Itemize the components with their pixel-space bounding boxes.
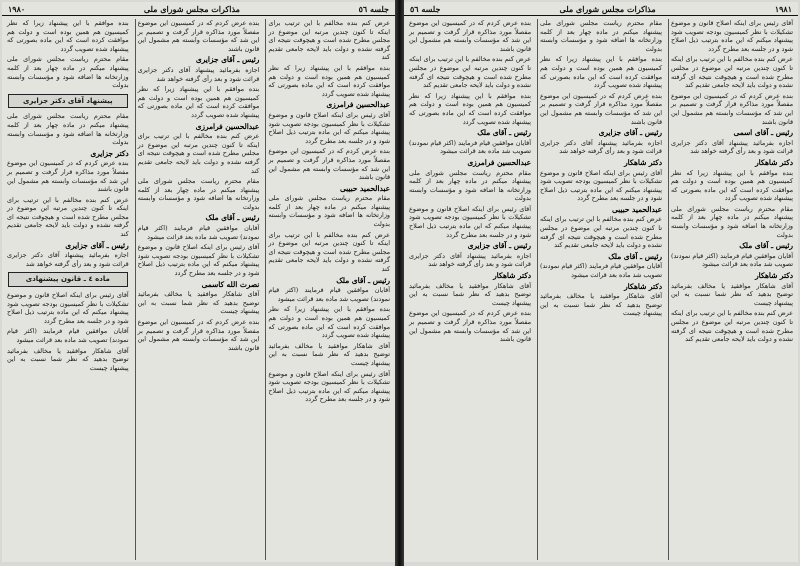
paragraph: اجازه بفرمائید پیشنهاد آقای دکتر جزایری قرائت شود و بعد رأی گرفته خواهد شد [671,138,793,156]
paragraph: مقام محترم ریاست مجلس شورای ملی پیشنهاد میکنم در ماده چهار بعد از کلمه وزارتخانه ها اضافه شود و مؤسسات وابسته بدولت [409,168,531,203]
speaker-name: رئیس ـ آقای ملک [608,251,662,261]
right-column-3 [407,19,533,560]
speaker-name: رئیس ـ آقای جزایری [598,128,662,138]
paragraph: آقای رئیس برای اینکه اصلاح قانون و موضوع تشکیلات با نظر کمیسیون بودجه تصویب شود پیشنهاد میکنم که این ماده بترتیب ذیل اصلاح شود و در جلسه بعد مطرح گردد [268,110,390,145]
paragraph: اجازه بفرمائید پیشنهاد آقای دکتر جزایری قرائت شود و بعد رأی گرفته خواهد شد [137,65,260,83]
speaker-name: عبدالحسین فرامرزی [195,121,260,131]
paragraph: بنده عرض کردم که در کمیسیون این موضوع مفصلاً مورد مذاکره قرار گرفت و تصمیم بر این شد که مؤسسات وابسته هم مشمول این قانون باشند [137,19,260,53]
section-title: ماده ٤ ـ قانون پیشنهادی [8,272,128,287]
left-header-title: مذاکرات مجلس شورای ملی [143,3,240,14]
paragraph: آقای شاهکار موافقید یا مخالف بفرمائید توضیح بدهید که نظر شما نسبت به این پیشنهاد چیست [540,292,662,318]
speaker-name: دکتر جزایری [90,148,129,158]
left-page [2,2,395,562]
left-page-columns [5,19,392,560]
paragraph: آقایان موافقین قیام فرمایند (اکثر قیام نمودند) تصویب شد ماده بعد قرائت میشود [137,224,260,241]
right-page [404,2,798,562]
paragraph: بنده موافقم با این پیشنهاد زیرا که نظر کمیسیون هم همین بوده است و دولت هم موافقت کرده است که این ماده بصورتی که پیشنهاد شده تصویب گردد [409,91,531,126]
left-header-session: جلسه ٥٦ [358,3,389,14]
right-page-header [404,2,798,16]
paragraph: بنده موافقم با این پیشنهاد زیرا که نظر کمیسیون هم همین بوده است و دولت هم موافقت کرده است که این ماده بصورتی که پیشنهاد شده تصویب گردد [268,63,390,98]
paragraph: آقای رئیس برای اینکه اصلاح قانون و موضوع تشکیلات با نظر کمیسیون بودجه تصویب شود پیشنهاد میکنم که این ماده بترتیب ذیل اصلاح شود و در جلسه بعد مطرح گردد [137,243,260,278]
speaker-name: عبدالحسین فرامرزی [467,157,531,167]
left-column-1 [265,19,392,560]
paragraph: بنده موافقم با این پیشنهاد زیرا که نظر کمیسیون هم همین بوده است و دولت هم موافقت کرده است که این ماده بصورتی که پیشنهاد شده تصویب گردد [137,85,260,119]
paragraph: مقام محترم ریاست مجلس شورای ملی پیشنهاد میکنم در ماده چهار بعد از کلمه وزارتخانه ها اضافه شود و مؤسسات وابسته بدولت [540,19,662,53]
speaker-name: رئیس ـ آقای ملک [477,128,531,138]
paragraph: بنده موافقم با این پیشنهاد زیرا که نظر کمیسیون هم همین بوده است و دولت هم موافقت کرده است که این ماده بصورتی که پیشنهاد شده تصویب گردد [540,55,662,90]
paragraph: آقای رئیس برای اینکه اصلاح قانون و موضوع تشکیلات با نظر کمیسیون بودجه تصویب شود پیشنهاد میکنم که این ماده بترتیب ذیل اصلاح شود و در جلسه بعد مطرح گردد [671,19,793,53]
right-header-page-number: ١٩٨١ [774,3,792,14]
speaker-name: عبدالحسین فرامرزی [326,100,390,110]
left-header-page-number: ١٩٨٠ [8,3,26,14]
speaker-name: دکتر شاهکار [755,157,793,167]
paragraph: آقایان موافقین قیام فرمایند (اکثر قیام نمودند) تصویب شد ماده بعد قرائت میشود [409,138,531,156]
paragraph: آقای رئیس برای اینکه اصلاح قانون و موضوع تشکیلات با نظر کمیسیون بودجه تصویب شود پیشنهاد میکنم که این ماده بترتیب ذیل اصلاح شود و در جلسه بعد مطرح گردد [409,204,531,239]
paragraph: آقای رئیس برای اینکه اصلاح قانون و موضوع تشکیلات با نظر کمیسیون بودجه تصویب شود پیشنهاد میکنم که این ماده بترتیب ذیل اصلاح شود و در جلسه بعد مطرح گردد [268,369,390,404]
paragraph: عرض کنم بنده مخالفم با این ترتیب برای اینکه تا کنون چندین مرتبه این موضوع در مجلس مطرح شده است و هیچوقت نتیجه ای گرفته نشده و دولت باید لایحه جامعی تقدیم کند [137,132,260,175]
speaker-name: رئیس ـ آقای اسمی [733,128,793,138]
paragraph: آقای شاهکار موافقید یا مخالف بفرمائید توضیح بدهید که نظر شما نسبت به این پیشنهاد چیست [6,346,129,372]
speaker-name: دکتر شاهکار [624,281,662,291]
right-header-session: جلسه ٥٦ [410,3,441,14]
paragraph: بنده عرض کردم که در کمیسیون این موضوع مفصلاً مورد مذاکره قرار گرفت و تصمیم بر این شد که مؤسسات وابسته هم مشمول این قانون باشند [540,91,662,126]
paragraph: اجازه بفرمائید پیشنهاد آقای دکتر جزایری قرائت شود و بعد رأی گرفته خواهد شد [540,138,662,156]
paragraph: بنده موافقم با این پیشنهاد زیرا که نظر کمیسیون هم همین بوده است و دولت هم موافقت کرده است که این ماده بصورتی که پیشنهاد شده تصویب گردد [671,168,793,203]
paragraph: آقای رئیس برای اینکه اصلاح قانون و موضوع تشکیلات با نظر کمیسیون بودجه تصویب شود پیشنهاد میکنم که این ماده بترتیب ذیل اصلاح شود و در جلسه بعد مطرح گردد [540,168,662,203]
paragraph: عرض کنم بنده مخالفم با این ترتیب برای اینکه تا کنون چندین مرتبه این موضوع در مجلس مطرح شده است و هیچوقت نتیجه ای گرفته نشده و دولت باید لایحه جامعی تقدیم کند [671,55,793,90]
paragraph: مقام محترم ریاست مجلس شورای ملی پیشنهاد میکنم در ماده چهار بعد از کلمه وزارتخانه ها اضافه شود و مؤسسات وابسته بدولت [6,55,129,90]
paragraph: عرض کنم بنده مخالفم با این ترتیب برای اینکه تا کنون چندین مرتبه این موضوع در مجلس مطرح شده است و هیچوقت نتیجه ای گرفته نشده و دولت باید لایحه جامعی تقدیم کند [540,215,662,250]
paragraph: آقای شاهکار موافقید یا مخالف بفرمائید توضیح بدهید که نظر شما نسبت به این پیشنهاد چیست [409,281,531,307]
speaker-name: رئیس ـ آقای ملک [336,275,390,285]
right-header-title: مذاکرات مجلس شورای ملی [559,3,656,14]
paragraph: عرض کنم بنده مخالفم با این ترتیب برای اینکه تا کنون چندین مرتبه این موضوع در مجلس مطرح شده است و هیچوقت نتیجه ای گرفته نشده و دولت باید لایحه جامعی تقدیم کند [268,19,390,62]
speaker-name: رئیس ـ آقای ملک [205,213,260,223]
speaker-name: دکتر شاهکار [493,271,531,281]
right-column-2 [537,19,664,560]
paragraph: مقام محترم ریاست مجلس شورای ملی پیشنهاد میکنم در ماده چهار بعد از کلمه وزارتخانه ها اضافه شود و مؤسسات وابسته بدولت [268,194,390,229]
paragraph: بنده موافقم با این پیشنهاد زیرا که نظر کمیسیون هم همین بوده است و دولت هم موافقت کرده است که این ماده بصورتی که پیشنهاد شده تصویب گردد [268,305,390,340]
left-column-2 [135,19,262,560]
paragraph: آقای شاهکار موافقید یا مخالف بفرمائید توضیح بدهید که نظر شما نسبت به این پیشنهاد چیست [137,290,260,316]
paragraph: مقام محترم ریاست مجلس شورای ملی پیشنهاد میکنم در ماده چهار بعد از کلمه وزارتخانه ها اضافه شود و مؤسسات وابسته بدولت [6,112,129,147]
paragraph: اجازه بفرمائید پیشنهاد آقای دکتر جزایری قرائت شود و بعد رأی گرفته خواهد شد [409,251,531,269]
paragraph: عرض کنم بنده مخالفم با این ترتیب برای اینکه تا کنون چندین مرتبه این موضوع در مجلس مطرح شده است و هیچوقت نتیجه ای گرفته نشده و دولت باید لایحه جامعی تقدیم کند [671,309,793,344]
paragraph: بنده عرض کردم که در کمیسیون این موضوع مفصلاً مورد مذاکره قرار گرفت و تصمیم بر این شد که مؤسسات وابسته هم مشمول این قانون باشند [137,318,260,352]
binding-gutter [395,0,404,566]
paragraph: اجازه بفرمائید پیشنهاد آقای دکتر جزایری قرائت شود و بعد رأی گرفته خواهد شد [6,251,129,268]
speaker-name: نصرت الله کاسمی [201,279,260,289]
speaker-name: رئیس ـ آقای جزایری [65,240,129,250]
paragraph: مقام محترم ریاست مجلس شورای ملی پیشنهاد میکنم در ماده چهار بعد از کلمه وزارتخانه ها اضافه شود و مؤسسات وابسته بدولت [671,204,793,239]
paragraph: مقام محترم ریاست مجلس شورای ملی پیشنهاد میکنم در ماده چهار بعد از کلمه وزارتخانه ها اضافه شود و مؤسسات وابسته بدولت [137,177,260,211]
paragraph: آقایان موافقین قیام فرمایند (اکثر قیام نمودند) تصویب شد ماده بعد قرائت میشود [268,286,390,303]
paragraph: بنده موافقم با این پیشنهاد زیرا که نظر کمیسیون هم همین بوده است و دولت هم موافقت کرده است که این ماده بصورتی که پیشنهاد شده تصویب گردد [6,19,129,53]
paragraph: عرض کنم بنده مخالفم با این ترتیب برای اینکه تا کنون چندین مرتبه این موضوع در مجلس مطرح شده است و هیچوقت نتیجه ای گرفته نشده و دولت باید لایحه جامعی تقدیم کند [268,230,390,274]
speaker-name: رئیس ـ آقای جزایری [467,241,531,251]
speaker-name: عبدالحمید حبیبی [340,183,390,193]
right-column-1 [668,19,795,560]
section-title: پیشنهاد آقای دکتر جزایری [8,94,128,109]
paragraph: بنده عرض کردم که در کمیسیون این موضوع مفصلاً مورد مذاکره قرار گرفت و تصمیم بر این شد که مؤسسات وابسته هم مشمول این قانون باشند [409,309,531,344]
paragraph: بنده عرض کردم که در کمیسیون این موضوع مفصلاً مورد مذاکره قرار گرفت و تصمیم بر این شد که مؤسسات وابسته هم مشمول این قانون باشند [409,19,531,53]
paragraph: آقای رئیس برای اینکه اصلاح قانون و موضوع تشکیلات با نظر کمیسیون بودجه تصویب شود پیشنهاد میکنم که این ماده بترتیب ذیل اصلاح شود و در جلسه بعد مطرح گردد [6,291,129,325]
speaker-name: عبدالحمید حبیبی [612,204,662,214]
paragraph: آقای شاهکار موافقید یا مخالف بفرمائید توضیح بدهید که نظر شما نسبت به این پیشنهاد چیست [671,281,793,307]
paragraph: آقایان موافقین قیام فرمایند (اکثر قیام نمودند) تصویب شد ماده بعد قرائت میشود [6,327,129,344]
speaker-name: رئیس ـ آقای جزایری [195,55,260,65]
paragraph: بنده عرض کردم که در کمیسیون این موضوع مفصلاً مورد مذاکره قرار گرفت و تصمیم بر این شد که مؤسسات وابسته هم مشمول این قانون باشند [671,91,793,126]
left-page-header [2,2,395,16]
paragraph: بنده عرض کردم که در کمیسیون این موضوع مفصلاً مورد مذاکره قرار گرفت و تصمیم بر این شد که مؤسسات وابسته هم مشمول این قانون باشند [268,147,390,182]
paragraph: آقای شاهکار موافقید یا مخالف بفرمائید توضیح بدهید که نظر شما نسبت به این پیشنهاد چیست [268,341,390,367]
paragraph: عرض کنم بنده مخالفم با این ترتیب برای اینکه تا کنون چندین مرتبه این موضوع در مجلس مطرح شده است و هیچوقت نتیجه ای گرفته نشده و دولت باید لایحه جامعی تقدیم کند [409,55,531,90]
paragraph: آقایان موافقین قیام فرمایند (اکثر قیام نمودند) تصویب شد ماده بعد قرائت میشود [540,262,662,280]
paragraph: آقایان موافقین قیام فرمایند (اکثر قیام نمودند) تصویب شد ماده بعد قرائت میشود [671,251,793,269]
speaker-name: دکتر شاهکار [624,157,662,167]
speaker-name: رئیس ـ آقای ملک [739,241,793,251]
speaker-name: دکتر شاهکار [755,271,793,281]
left-column-3 [5,19,131,560]
paragraph: بنده عرض کردم که در کمیسیون این موضوع مفصلاً مورد مذاکره قرار گرفت و تصمیم بر این شد که مؤسسات وابسته هم مشمول این قانون باشند [6,159,129,194]
right-page-columns [407,19,795,560]
paragraph: عرض کنم بنده مخالفم با این ترتیب برای اینکه تا کنون چندین مرتبه این موضوع در مجلس مطرح شده است و هیچوقت نتیجه ای گرفته نشده و دولت باید لایحه جامعی تقدیم کند [6,195,129,239]
